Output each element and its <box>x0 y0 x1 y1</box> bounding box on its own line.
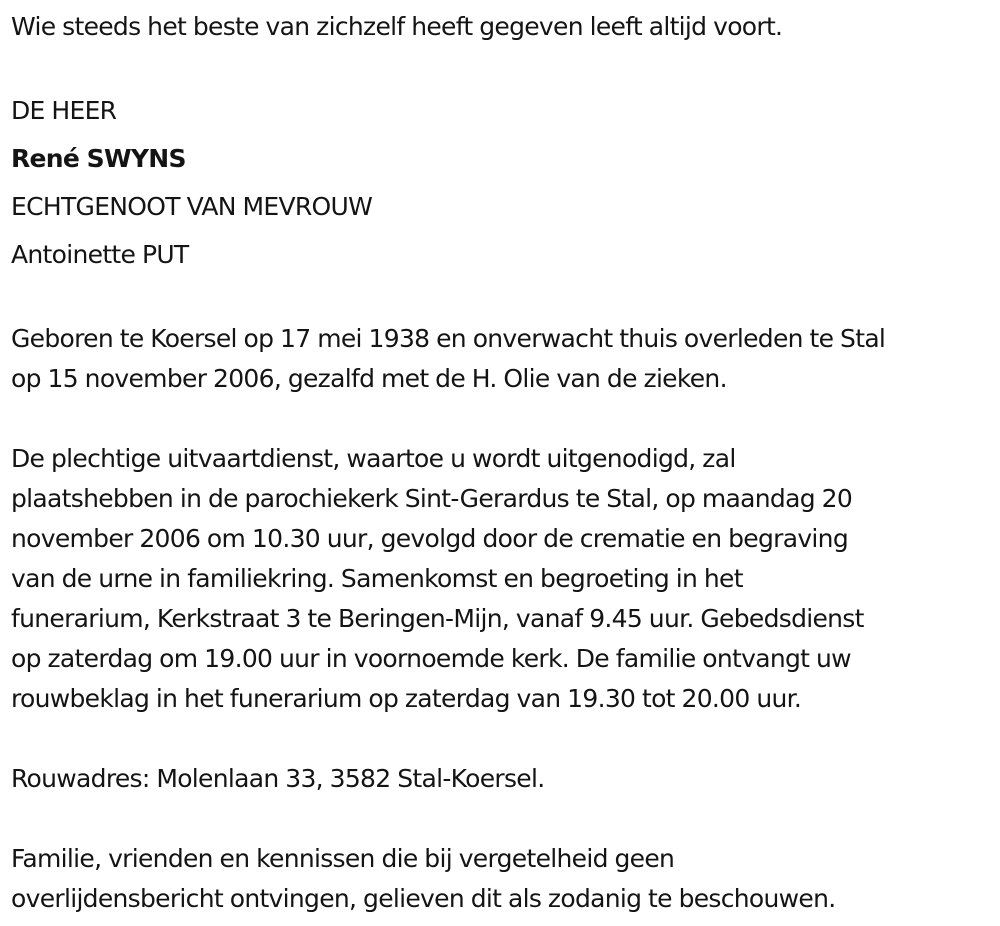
deceased-name: René SWYNS <box>11 144 186 173</box>
closing-paragraph <box>11 839 996 919</box>
paragraph-line: plaatshebben in de parochiekerk Sint-Gerardus te Stal, op maandag 20 <box>11 484 853 513</box>
spacer <box>11 399 996 439</box>
mourning-address: Rouwadres: Molenlaan 33, 3582 Stal-Koersel. <box>11 764 545 793</box>
paragraph-line: De plechtige uitvaartdienst, waartoe u wordt uitgenodigd, zal <box>11 444 736 473</box>
header-block <box>11 87 996 279</box>
service-paragraph <box>11 439 996 719</box>
paragraph-line: Familie, vrienden en kennissen die bij vergetelheid geen <box>11 844 675 873</box>
honorific: DE HEER <box>11 96 117 125</box>
paragraph-line: funerarium, Kerkstraat 3 te Beringen-Mijn, vanaf 9.45 uur. Gebedsdienst <box>11 604 864 633</box>
spacer <box>11 719 996 759</box>
obituary-notice <box>11 7 996 919</box>
paragraph-line: november 2006 om 10.30 uur, gevolgd door de crematie en begraving <box>11 524 848 553</box>
paragraph-line: overlijdensbericht ontvingen, gelieven dit als zodanig te beschouwen. <box>11 884 836 913</box>
paragraph-line: op zaterdag om 19.00 uur in voornoemde kerk. De familie ontvangt uw <box>11 644 851 673</box>
spouse-label: ECHTGENOOT VAN MEVROUW <box>11 192 373 221</box>
paragraph-line: van de urne in familiekring. Samenkomst en begroeting in het <box>11 564 743 593</box>
spacer <box>11 47 996 87</box>
spacer <box>11 279 996 319</box>
spouse-name: Antoinette PUT <box>11 240 189 269</box>
paragraph-line: op 15 november 2006, gezalfd met de H. Olie van de zieken. <box>11 364 727 393</box>
spacer <box>11 799 996 839</box>
paragraph-line: Geboren te Koersel op 17 mei 1938 en onverwacht thuis overleden te Stal <box>11 324 886 353</box>
birth-death-paragraph <box>11 319 996 399</box>
paragraph-line: rouwbeklag in het funerarium op zaterdag van 19.30 tot 20.00 uur. <box>11 684 802 713</box>
motto: Wie steeds het beste van zichzelf heeft gegeven leeft altijd voort. <box>11 12 783 41</box>
